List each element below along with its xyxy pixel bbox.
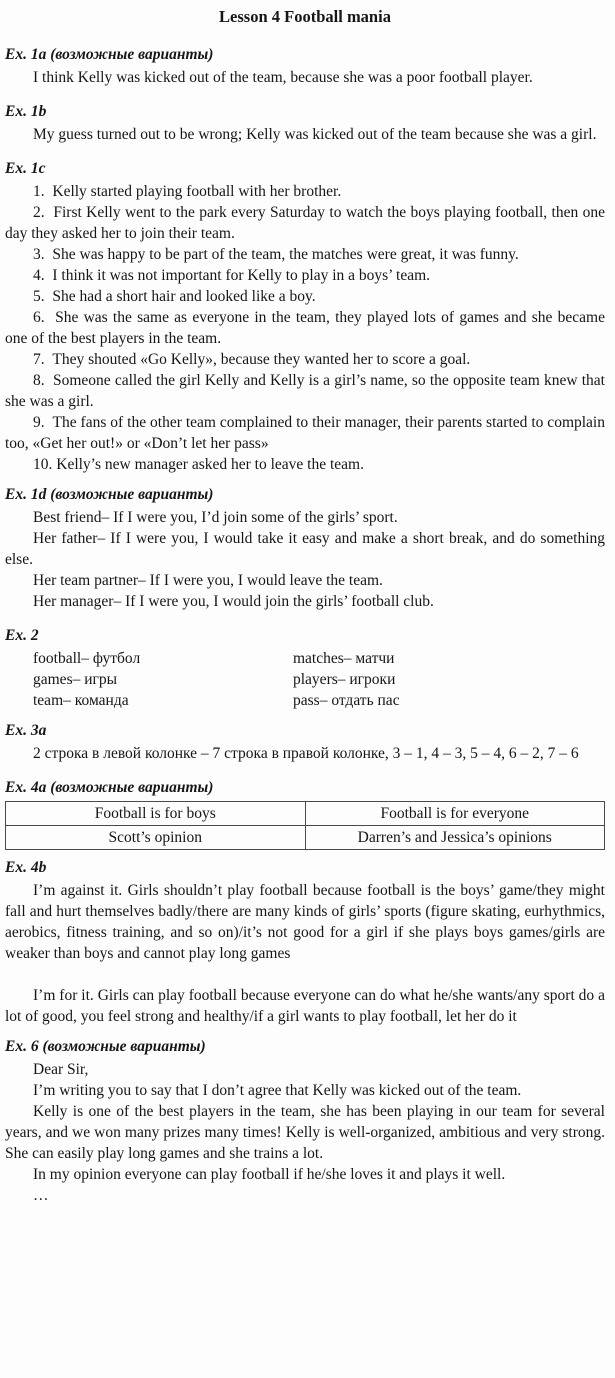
section-ex3a	[5, 720, 605, 764]
ex1a-paragraph: I think Kelly was kicked out of the team, because she was a poor football player.	[33, 69, 533, 86]
ex6-paragraph: Dear Sir,	[33, 1061, 89, 1078]
page-title: Lesson 4 Football mania	[219, 7, 391, 26]
table-row	[6, 826, 605, 850]
section-ex4b	[5, 857, 605, 1027]
table-cell: Darren’s and Jessica’s opinions	[305, 826, 605, 850]
ex6-heading: Ex. 6 (возможные варианты)	[5, 1038, 206, 1055]
list-item: 3. She was happy to be part of the team, the matches were great, it was funny.	[33, 246, 519, 263]
list-item: 5. She had a short hair and looked like a boy.	[33, 288, 316, 305]
list-item: 1. Kelly started playing football with her brother.	[33, 183, 342, 200]
ex4b-heading: Ex. 4b	[5, 859, 47, 876]
ex1a-heading: Ex. 1a (возможные варианты)	[5, 46, 214, 63]
section-ex1b	[5, 101, 605, 145]
vocabulary-column-right	[293, 648, 605, 711]
list-item: 10. Kelly’s new manager asked her to leave the team.	[33, 456, 364, 473]
table-cell: Scott’s opinion	[6, 826, 306, 850]
ex1d-paragraph: Best friend– If I were you, I’d join some of the girls’ sport.	[33, 509, 398, 526]
ex1d-paragraph: Her father– If I were you, I would take it easy and make a short break, and do something else.	[5, 530, 605, 568]
list-item: 4. I think it was not important for Kelly to play in a boys’ team.	[33, 267, 431, 284]
vocabulary-pairs	[5, 648, 605, 711]
vocab-pair: matches– матчи	[293, 650, 395, 667]
vocab-pair: team– команда	[33, 692, 129, 709]
vocab-pair: pass– отдать пас	[293, 692, 400, 709]
list-item: 9. The fans of the other team complained to their manager, their parents started to complain too, «Get her out!» or «Don’t let her pass»	[5, 414, 605, 452]
vocab-pair: football– футбол	[33, 650, 141, 667]
ex3a-paragraph: 2 строка в левой колонке – 7 строка в правой колонке, 3 – 1, 4 – 3, 5 – 4, 6 – 2, 7 – 6	[33, 745, 579, 762]
ex6-paragraph: Kelly is one of the best players in the team, she has been playing in our team for several years, and we won many prizes many times! Kelly is well-organized, ambitious and very strong. She can easily play long games and she trains a lot.	[5, 1103, 605, 1162]
ex1b-paragraph: My guess turned out to be wrong; Kelly was kicked out of the team because she was a girl.	[33, 126, 597, 143]
list-item: 7. They shouted «Go Kelly», because they wanted her to score a goal.	[33, 351, 471, 368]
table-header-cell: Football is for boys	[6, 802, 306, 826]
ex4b-paragraph: I’m for it. Girls can play football because everyone can do what he/she wants/any sport do a lot of good, you feel strong and healthy/if a girl wants to play football, let her do it	[5, 987, 605, 1025]
table-header-cell: Football is for everyone	[305, 802, 605, 826]
section-ex4a	[5, 777, 605, 850]
section-ex2	[5, 625, 605, 711]
ex1d-paragraph: Her manager– If I were you, I would join the girls’ football club.	[33, 593, 434, 610]
ex3a-heading: Ex. 3a	[5, 722, 47, 739]
ex2-heading: Ex. 2	[5, 627, 39, 644]
ex1c-heading: Ex. 1c	[5, 160, 46, 177]
table-header-row	[6, 802, 605, 826]
ex6-paragraph: In my opinion everyone can play football if he/she loves it and plays it well.	[33, 1166, 506, 1183]
section-ex6	[5, 1036, 605, 1206]
opinions-table	[5, 801, 605, 850]
section-ex1a	[5, 44, 605, 88]
ex6-paragraph: I’m writing you to say that I don’t agree that Kelly was kicked out of the team.	[33, 1082, 522, 1099]
ex4b-paragraph: I’m against it. Girls shouldn’t play football because football is the boys’ game/they might fall and hurt themselves badly/there are many kinds of girls’ sports (figure skating, eurhythmics, aerobics, fitness training, and so on)/it’s not good for a girl if she plays boys games/girls are weaker than boys and cannot play long games	[5, 882, 605, 962]
ex1d-paragraph: Her team partner– If I were you, I would leave the team.	[33, 572, 383, 589]
section-ex1d	[5, 484, 605, 612]
ellipsis-line: …	[33, 1187, 49, 1204]
list-item: 6. She was the same as everyone in the team, they played lots of games and she became one of the best players in the team.	[5, 309, 605, 347]
ex4a-heading: Ex. 4a (возможные варианты)	[5, 779, 214, 796]
section-ex1c	[5, 158, 605, 475]
vocab-pair: players– игроки	[293, 671, 396, 688]
ex1d-heading: Ex. 1d (возможные варианты)	[5, 486, 214, 503]
ex1b-heading: Ex. 1b	[5, 103, 47, 120]
list-item: 2. First Kelly went to the park every Saturday to watch the boys playing football, then one day they asked her to join their team.	[5, 204, 605, 242]
vocabulary-column-left	[5, 648, 293, 711]
vocab-pair: games– игры	[33, 671, 118, 688]
list-item: 8. Someone called the girl Kelly and Kelly is a girl’s name, so the opposite team knew that she was a girl.	[5, 372, 605, 410]
